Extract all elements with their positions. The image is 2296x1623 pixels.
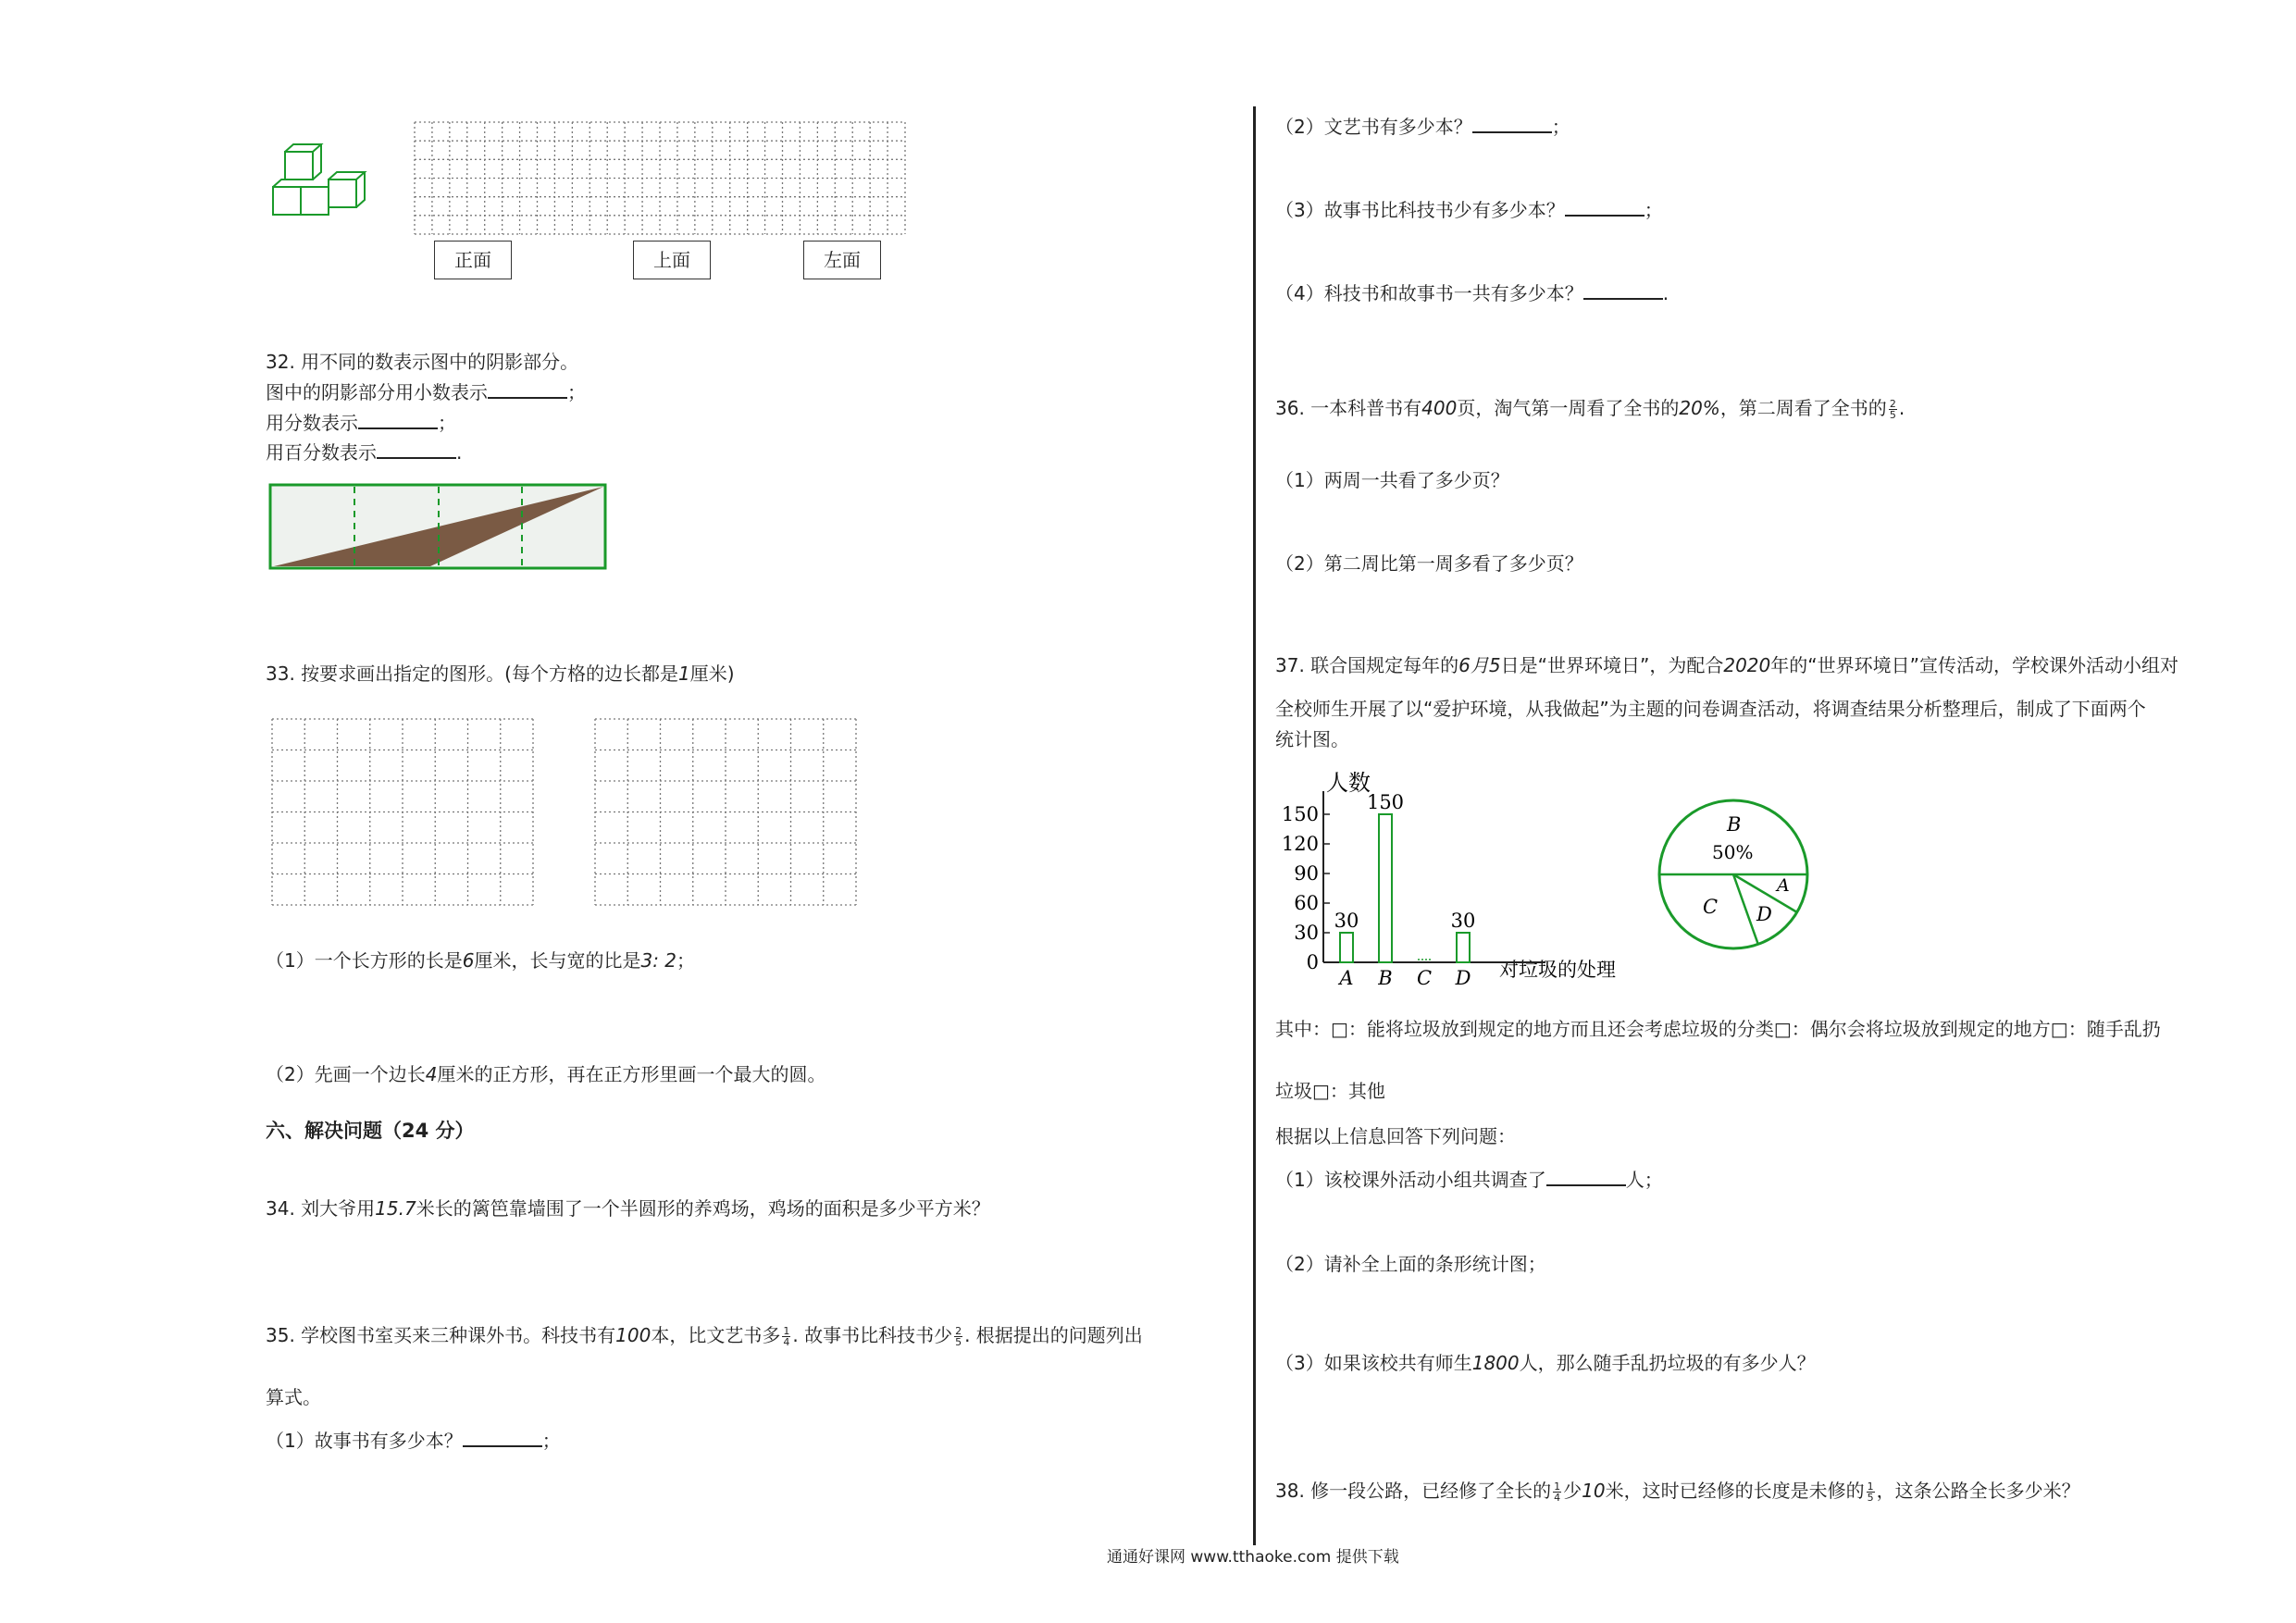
pie-label-a: A xyxy=(1777,875,1790,896)
x-tick-label-A: A xyxy=(1339,967,1354,989)
y-tick-label: 90 xyxy=(1294,862,1319,885)
pie-chart xyxy=(1657,798,1814,955)
bar-A xyxy=(1340,933,1353,962)
q36-text: 36. 一本科普书有400页，淘气第一周看了全书的20%，第二周看了全书的 $\frac{2}{5}$ . xyxy=(1275,397,1905,421)
x-tick-label-D: D xyxy=(1455,967,1471,989)
cube-stack-figure xyxy=(268,139,398,231)
q32-percent-line: 用百分数表示 . xyxy=(266,441,463,464)
q37-text-line2: 全校师生开展了以“爱护环境，从我做起”为主题的问卷调查活动，将调查结果分析整理后，制成了下面两个 xyxy=(1275,698,2146,720)
q32-fraction-blank[interactable] xyxy=(358,411,438,429)
q36-sub1: （1）两周一共看了多少页？ xyxy=(1275,469,1509,491)
chart-xlabel: 对垃圾的处理 xyxy=(1499,959,1616,981)
y-tick-label: 150 xyxy=(1281,803,1319,825)
q36-fraction: $\frac{2}{5}$ xyxy=(1889,398,1896,421)
view-label-front: 正面 xyxy=(434,241,512,279)
pie-label-b: B xyxy=(1727,813,1742,836)
pie-label-d: D xyxy=(1756,903,1772,925)
section-6-heading: 六、解决问题（24 分） xyxy=(266,1120,475,1142)
x-tick-label-C: C xyxy=(1416,967,1433,989)
bar-chart xyxy=(1272,759,1643,990)
q35-sub2: （2）文艺书有多少本？ ； xyxy=(1275,116,1570,138)
bar-D xyxy=(1457,933,1470,962)
q35-sub3: （3）故事书比科技书少有多少本？ ； xyxy=(1275,199,1663,221)
q35-text-line2: 算式。 xyxy=(266,1386,321,1408)
data-label-A: 30 xyxy=(1334,910,1359,932)
q37-sub3: （3）如果该校共有师生1800人，那么随手乱扔垃圾的有多少人？ xyxy=(1275,1352,1816,1374)
q37-legend-line1: 其中：□：能将垃圾放到规定的地方而且还会考虑垃圾的分类□：偶尔会将垃圾放到规定的地方□：随手乱扔 xyxy=(1275,1018,2161,1040)
page-footer: 通通好课网 www.tthaoke.com 提供下载 xyxy=(1107,1548,1399,1567)
q37-text-line3: 统计图。 xyxy=(1275,728,1349,750)
q37-legend-line2: 垃圾□：其他 xyxy=(1275,1080,1385,1102)
q33-sub2: （2）先画一个边长4厘米的正方形，再在正方形里画一个最大的圆。 xyxy=(266,1063,826,1085)
q32-fraction-line: 用分数表示 ； xyxy=(266,412,456,434)
q35-sub4: （4）科技书和故事书一共有多少本？ . xyxy=(1275,282,1669,304)
q37-sub1: （1）该校课外活动小组共调查了 人； xyxy=(1275,1169,1663,1191)
q35-sub3-blank[interactable] xyxy=(1565,198,1644,217)
q32-title: 32. 用不同的数表示图中的阴影部分。 xyxy=(266,351,579,373)
q37-sub1-blank[interactable] xyxy=(1546,1168,1626,1186)
chart-ylabel: 人数 xyxy=(1326,770,1371,796)
q35-sub1: （1）故事书有多少本？ ； xyxy=(266,1430,561,1452)
data-label-B: 150 xyxy=(1366,791,1405,813)
pie-label-c: C xyxy=(1703,896,1719,918)
q33-grid-left xyxy=(270,717,535,907)
q37-sub2: （2）请补全上面的条形统计图； xyxy=(1275,1253,1546,1275)
q33-grid-right xyxy=(593,717,858,907)
q38-fraction-1: $\frac{1}{4}$ xyxy=(1554,1481,1561,1504)
q37-prompt: 根据以上信息回答下列问题： xyxy=(1275,1125,1516,1147)
x-tick-label-B: B xyxy=(1378,967,1393,989)
q34-text: 34. 刘大爷用15.7米长的篱笆靠墙围了一个半圆形的养鸡场，鸡场的面积是多少平方米？ xyxy=(266,1197,990,1220)
q33-sub1: （1）一个长方形的长是6厘米，长与宽的比是3: 2； xyxy=(266,949,696,972)
y-tick-label: 30 xyxy=(1294,922,1319,944)
column-divider xyxy=(1253,106,1256,1545)
q35-text: 35. 学校图书室买来三种课外书。科技书有100本，比文艺书多 $\frac{1}{4}$ . 故事书比科技书少 $\frac{2}{5}$ . 根据提出的问题列出 xyxy=(266,1324,1143,1348)
q35-sub4-blank[interactable] xyxy=(1583,281,1663,300)
q35-fraction-2: $\frac{2}{5}$ xyxy=(955,1325,962,1348)
view-drawing-grid xyxy=(413,120,907,236)
q32-decimal-blank[interactable] xyxy=(488,380,567,399)
q32-shaded-rectangle xyxy=(268,483,609,572)
q35-fraction-1: $\frac{1}{4}$ xyxy=(783,1325,790,1348)
q32-percent-blank[interactable] xyxy=(377,440,456,459)
bar-B xyxy=(1379,814,1392,962)
y-tick-label: 60 xyxy=(1294,892,1319,914)
pie-percent-b: 50% xyxy=(1712,841,1754,863)
q35-sub1-blank[interactable] xyxy=(463,1429,542,1447)
q33-title: 33. 按要求画出指定的图形。(每个方格的边长都是1厘米) xyxy=(266,663,735,685)
y-tick-label: 120 xyxy=(1281,833,1319,855)
q35-sub2-blank[interactable] xyxy=(1472,115,1552,133)
q38-fraction-2: $\frac{1}{5}$ xyxy=(1867,1481,1874,1504)
q32-decimal-line: 图中的阴影部分用小数表示 ； xyxy=(266,381,586,403)
view-label-top: 上面 xyxy=(633,241,711,279)
q36-sub2: （2）第二周比第一周多看了多少页？ xyxy=(1275,552,1583,575)
y-tick-label: 0 xyxy=(1306,951,1319,973)
q38-text: 38. 修一段公路，已经修了全长的 $\frac{1}{4}$ 少10米，这时已经修的长度是未修的 $\frac{1}{5}$ ，这条公路全长多少米？ xyxy=(1275,1480,2080,1504)
view-label-left: 左面 xyxy=(803,241,881,279)
pie-divider-cd xyxy=(1733,874,1758,945)
q37-text: 37. 联合国规定每年的6月5日是“世界环境日”，为配合2020年的“世界环境日”宣传活动，学校课外活动小组对 xyxy=(1275,654,2178,676)
data-label-D: 30 xyxy=(1450,910,1476,932)
